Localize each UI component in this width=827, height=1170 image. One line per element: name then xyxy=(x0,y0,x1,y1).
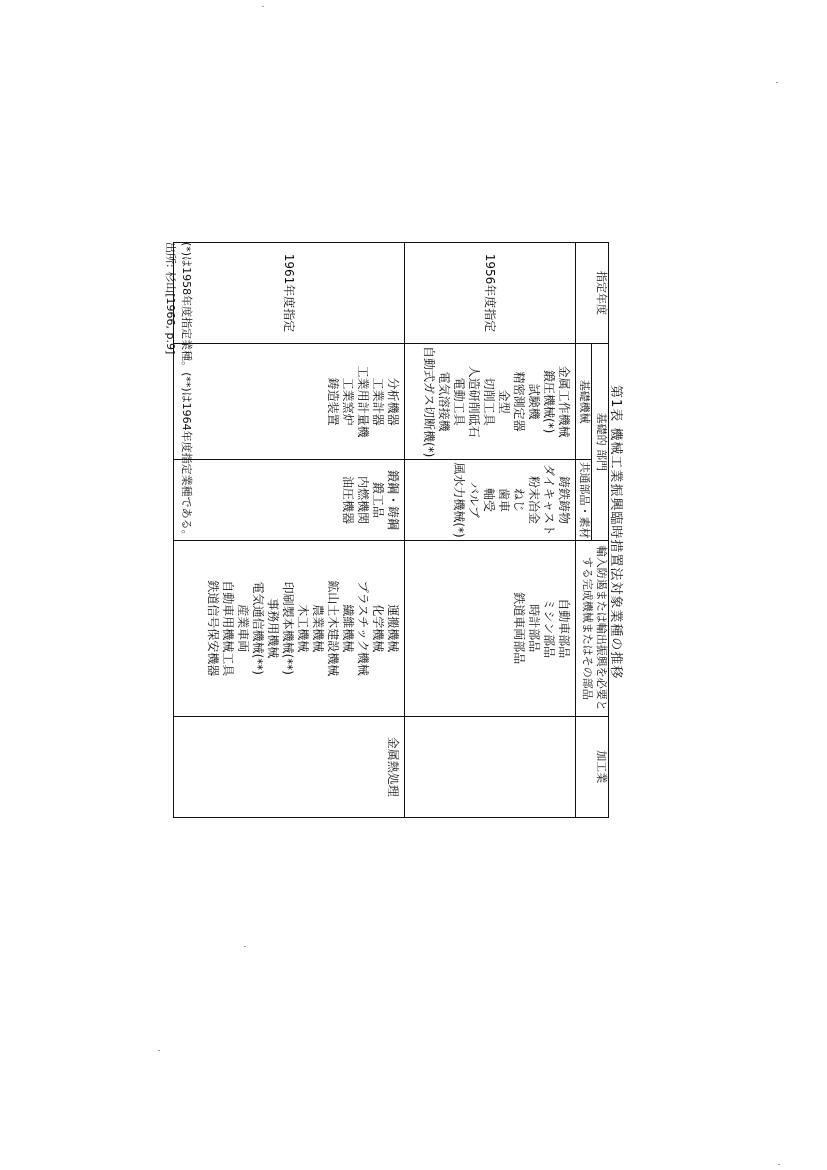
header-basic: 基礎的 部門 xyxy=(592,344,609,541)
list-item: 油圧機器 xyxy=(341,476,355,525)
list-item: 分析機器 xyxy=(386,377,400,426)
list-item: ミシン部品 xyxy=(542,598,556,659)
header-export: 輸入防遏または輸出振興を必要とする完成機械またはその部品 xyxy=(576,540,609,716)
header-common-parts: 共通部品・素材 xyxy=(576,460,593,540)
list-item: 金属工作機械 xyxy=(557,365,571,438)
list-item: バルブ xyxy=(467,482,481,519)
list-item: 時計部品 xyxy=(527,604,541,653)
scan-speck xyxy=(262,6,264,7)
year-label: 1956年度指定 xyxy=(483,253,498,333)
export-cell xyxy=(174,540,405,716)
list-item: 鍛鋼・鋳鋼 xyxy=(386,470,400,531)
list-item: 電動工具 xyxy=(452,377,466,426)
common-parts-cell xyxy=(174,460,405,540)
header-basic-machinery: 基礎機械 xyxy=(576,344,593,460)
list-item: 電気溶接機 xyxy=(437,371,451,432)
header-row xyxy=(592,243,609,818)
year-label: 1961年度指定 xyxy=(282,253,297,333)
list-item: 産業車両 xyxy=(236,604,250,653)
list-item: 切削工具 xyxy=(482,377,496,426)
scan-speck xyxy=(158,1050,160,1051)
list-item: 内燃機関 xyxy=(356,476,370,525)
list-item: 精密測定器 xyxy=(512,371,526,432)
list-item: 自動式ガス切断機(*) xyxy=(422,346,436,458)
list-item: 農業機械 xyxy=(311,604,325,653)
header-year: 指定年度 xyxy=(576,243,609,344)
scan-speck xyxy=(776,82,778,83)
footnote: (*)は1958年度指定業種。(**)は1964年度指定業種である。 xyxy=(180,242,193,541)
industry-table xyxy=(173,242,609,818)
processing-cell xyxy=(405,716,576,817)
list-item: 鍛工品 xyxy=(371,482,385,519)
list-item: 軸受 xyxy=(482,488,496,513)
list-item: 鉱山土木建設機械 xyxy=(326,580,340,677)
header-processing: 加工業 xyxy=(576,716,609,817)
list-item: 印刷製本機械(**) xyxy=(281,581,295,675)
list-item: 粉末冶金 xyxy=(527,476,541,525)
list-item: 人造研削砥石 xyxy=(467,365,481,438)
table-title: 第1表 機械工業振興臨時措置法対象業種の推移 xyxy=(608,385,623,680)
list-item: 繊維機械 xyxy=(341,604,355,653)
list-item: 風水力機械(*) xyxy=(452,462,466,538)
list-item: 鋳鉄鋳物 xyxy=(557,476,571,525)
common-parts-cell xyxy=(405,460,576,540)
list-item: 工業計器 xyxy=(371,377,385,426)
list-item: 試験機 xyxy=(527,383,541,420)
year-cell xyxy=(405,243,576,344)
list-item: 事務用機械 xyxy=(266,598,280,659)
basic-machinery-cell xyxy=(174,344,405,460)
list-item: 金型 xyxy=(497,389,511,414)
table-row xyxy=(174,243,405,818)
year-cell xyxy=(174,243,405,344)
list-item: 鉄道信号保安機器 xyxy=(206,580,220,677)
list-item: 鍛圧機械(*) xyxy=(542,370,556,434)
table-row xyxy=(405,243,576,818)
processing-cell xyxy=(174,716,405,817)
list-item: 自動車用機械工具 xyxy=(221,580,235,677)
list-item: プラスチック機械 xyxy=(356,580,370,676)
list-item: ねじ xyxy=(512,488,526,513)
list-item: 電気通信機械(**) xyxy=(251,581,265,675)
list-item: 工業窯炉 xyxy=(341,377,355,426)
list-item: 歯車 xyxy=(497,488,511,513)
source-note: 出所: 杉山[1966, p.9] xyxy=(164,242,177,355)
list-item: 化学機械 xyxy=(371,604,385,653)
export-cell xyxy=(405,540,576,716)
list-item: 工業用計量機 xyxy=(356,365,370,438)
basic-machinery-cell xyxy=(405,344,576,460)
list-item: 鋳造装置 xyxy=(326,377,340,426)
list-item: ダイキャスト xyxy=(542,464,556,536)
list-item: 運搬機械 xyxy=(386,604,400,653)
list-item: 木工機械 xyxy=(296,604,310,653)
scan-speck xyxy=(778,1164,780,1165)
list-item: 鉄道車両部品 xyxy=(512,592,526,665)
list-item: 金属熱処理 xyxy=(386,736,400,797)
scan-speck xyxy=(244,946,246,947)
list-item: 自動車部品 xyxy=(557,598,571,659)
